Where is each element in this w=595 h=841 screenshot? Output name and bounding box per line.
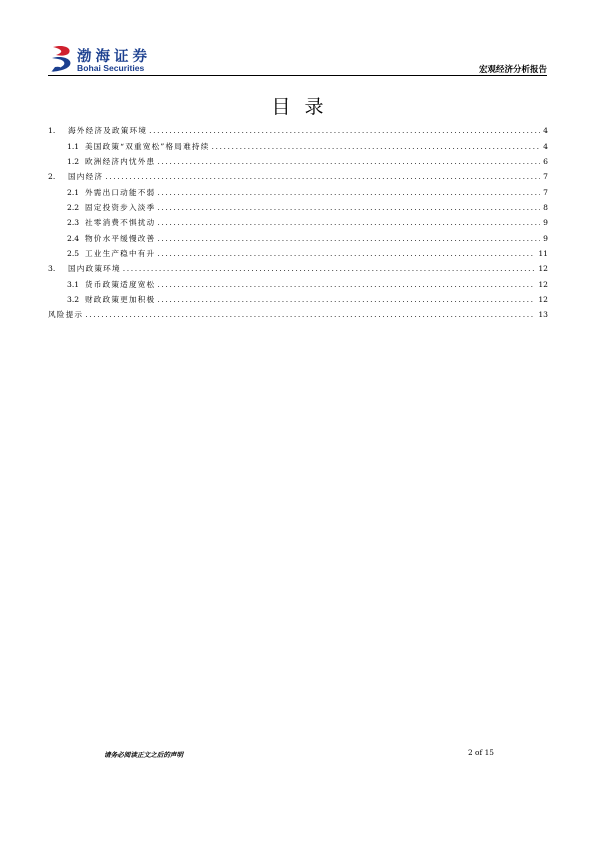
toc-entry[interactable]: [48, 167, 548, 182]
toc-leader-dots: [157, 249, 535, 259]
table-of-contents: [48, 121, 548, 320]
toc-entry-number: 2.4: [67, 233, 80, 243]
toc-entry-page: 12: [538, 295, 548, 305]
toc-title: 目录: [271, 96, 338, 118]
toc-leader-dots: [211, 142, 540, 152]
toc-entry-label: 货币政策适度宽松: [85, 279, 156, 289]
toc-entry-page: 9: [543, 218, 548, 228]
toc-leader-dots: [157, 280, 535, 290]
logo-english-name: Bohai Securities: [77, 63, 145, 73]
toc-entry-number: 2.3: [67, 218, 80, 228]
logo-chinese-name: 渤海证券: [77, 49, 151, 65]
toc-entry-page: 8: [543, 203, 548, 213]
toc-entry[interactable]: [48, 198, 548, 213]
toc-entry-number: 2.1: [67, 187, 80, 197]
toc-entry-label: 固定投资步入淡季: [85, 203, 156, 213]
toc-entry-page: 12: [538, 279, 548, 289]
toc-leader-dots: [149, 126, 540, 136]
toc-entry-page: 7: [543, 187, 548, 197]
toc-entry[interactable]: [48, 121, 548, 136]
toc-leader-dots: [157, 188, 540, 198]
toc-entry-label: 海外经济及政策环境: [68, 126, 148, 136]
toc-entry-label: 国内经济: [68, 172, 104, 182]
toc-entry[interactable]: [48, 213, 548, 228]
toc-entry-number: 3.2: [67, 295, 80, 305]
toc-entry[interactable]: [48, 274, 548, 289]
toc-entry-number: 3.: [48, 264, 56, 274]
toc-entry-page: 9: [543, 233, 548, 243]
toc-entry-label: 国内政策环境: [68, 264, 121, 274]
toc-entry-number: 3.1: [67, 279, 80, 289]
toc-leader-dots: [157, 295, 535, 305]
toc-leader-dots: [85, 310, 535, 320]
toc-entry-page: 6: [543, 157, 548, 167]
toc-leader-dots: [157, 203, 540, 213]
toc-entry-number: 1.1: [67, 141, 80, 151]
toc-entry-page: 13: [538, 310, 548, 320]
toc-entry-page: 4: [543, 126, 548, 136]
toc-entry-number: 2.5: [67, 249, 80, 259]
toc-entry[interactable]: [48, 136, 548, 151]
toc-entry-label: 社零消费不惧扰动: [85, 218, 156, 228]
toc-leader-dots: [123, 264, 536, 274]
toc-entry-label: 物价水平缓慢改善: [85, 233, 156, 243]
toc-entry[interactable]: [48, 259, 548, 274]
toc-entry-page: 11: [538, 249, 548, 259]
toc-entry-label: 财政政策更加积极: [85, 295, 156, 305]
toc-entry-number: 2.2: [67, 203, 80, 213]
toc-entry-label: 风险提示: [48, 310, 84, 320]
footer-disclaimer: 请务必阅读正文之后的声明: [104, 751, 184, 759]
toc-entry[interactable]: [48, 152, 548, 167]
toc-entry-page: 4: [543, 141, 548, 151]
toc-entry-risk[interactable]: [48, 305, 548, 320]
toc-leader-dots: [157, 157, 540, 167]
toc-entry[interactable]: [48, 244, 548, 259]
toc-entry[interactable]: [48, 290, 548, 305]
toc-entry-number: 1.: [48, 126, 56, 136]
toc-entry-number: 1.2: [67, 157, 80, 167]
toc-leader-dots: [157, 234, 540, 244]
toc-entry-page: 7: [543, 172, 548, 182]
toc-leader-dots: [157, 218, 540, 228]
toc-entry-label: 美国政策“双重宽松”格局难持续: [85, 141, 210, 151]
toc-entry-page: 12: [538, 264, 548, 274]
toc-entry-number: 2.: [48, 172, 56, 182]
page-indicator: 2 of 15: [468, 748, 494, 757]
toc-entry-label: 外需出口动能不弱: [85, 187, 156, 197]
header-divider: [48, 75, 547, 76]
toc-entry[interactable]: [48, 182, 548, 197]
report-type-label: 宏观经济分析报告: [478, 65, 547, 75]
toc-leader-dots: [105, 172, 540, 182]
toc-entry-label: 工业生产稳中有升: [85, 249, 156, 259]
bohai-logo-icon: [50, 44, 74, 74]
toc-entry-label: 欧洲经济内忧外患: [85, 157, 156, 167]
toc-entry[interactable]: [48, 228, 548, 243]
company-logo: [50, 44, 190, 76]
